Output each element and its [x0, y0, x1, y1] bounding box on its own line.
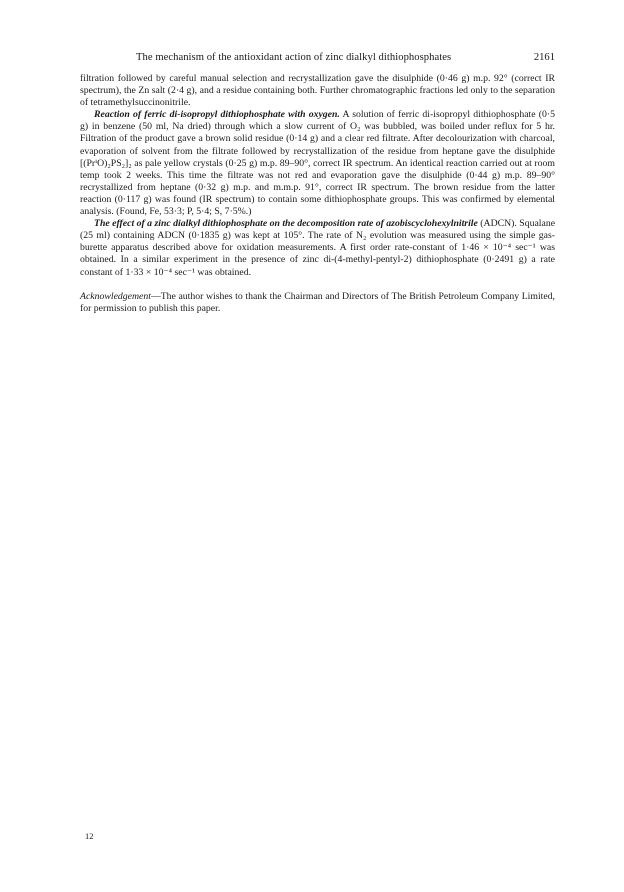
- section-heading-adcn: The effect of a zinc dialkyl dithiophosphate on the decomposition rate of azobiscyclohexylnitrile: [94, 218, 478, 230]
- acknowledgement: [80, 291, 555, 315]
- acknowledgement-label: Acknowledgement: [80, 290, 151, 302]
- paragraph-3-text: (ADCN). Squalane (25 ml) containing ADCN (0·1835 g) was kept at 105°. The rate of N₂ evolution was measured using the simple gas-burette apparatus described above for oxidation measurements. A first order rate-constant of 1·46 × 10⁻⁴ sec⁻¹ was obtained. In a similar experiment in the presence of zinc di-(4-methyl-pentyl-2) dithiophosphate (0·2491 g) a rate constant of 1·33 × 10⁻⁴ sec⁻¹ was obtained.: [80, 218, 556, 278]
- acknowledgement-text: —The author wishes to thank the Chairman and Directors of The British Petroleum Company Limited, for permission to publish this paper.: [80, 290, 555, 314]
- paragraph-2-text: A solution of ferric di-isopropyl dithiophosphate (0·5 g) in benzene (50 ml, Na dried) through which a slow current of O₂ was bubbled, was boiled under reflux for 5 hr. Filtration of the product gave a brown solid residue (0·14 g) and a clear red filtrate. After decolourization with charcoal, evaporation of solvent from the filtrate followed by recrystallization of the residue from heptane gave the disulphide [(PrⁱO)₂PS₂]₂ as pale yellow crystals (0·25 g) m.p. 89–90°, correct IR spectrum. An identical reaction carried out at room temp took 2 weeks. This time the filtrate was not red and evaporation gave the disulphide (0·44 g) m.p. 89–90° recrystallized from heptane (0·32 g) m.p. and m.m.p. 91°, correct IR spectrum. The brown residue from the latter reaction (0·117 g) was found (IR spectrum) to contain some dithiophosphate groups. This was confirmed by elemental analysis. (Found, Fe, 53·3; P, 5·4; S, 7·5%.): [80, 109, 555, 218]
- page-content: [80, 52, 555, 315]
- paragraph-2: [80, 109, 555, 218]
- page-number: 2161: [533, 52, 555, 63]
- running-title: The mechanism of the antioxidant action of zinc dialkyl dithiophosphates: [136, 52, 452, 63]
- paragraph-3: [80, 218, 555, 278]
- footer-folio: 12: [85, 831, 94, 841]
- paragraph-1: filtration followed by careful manual selection and recrystallization gave the disulphide (0·46 g) m.p. 92° (correct IR spectrum), the Zn salt (2·4 g), and a residue containing both. Further chromatographic fractions led only to the separation of tetramethylsuccinonitrile.: [80, 73, 555, 109]
- section-heading-ferric: Reaction of ferric di-isopropyl dithiophosphate with oxygen.: [94, 109, 340, 121]
- running-header: [80, 52, 555, 63]
